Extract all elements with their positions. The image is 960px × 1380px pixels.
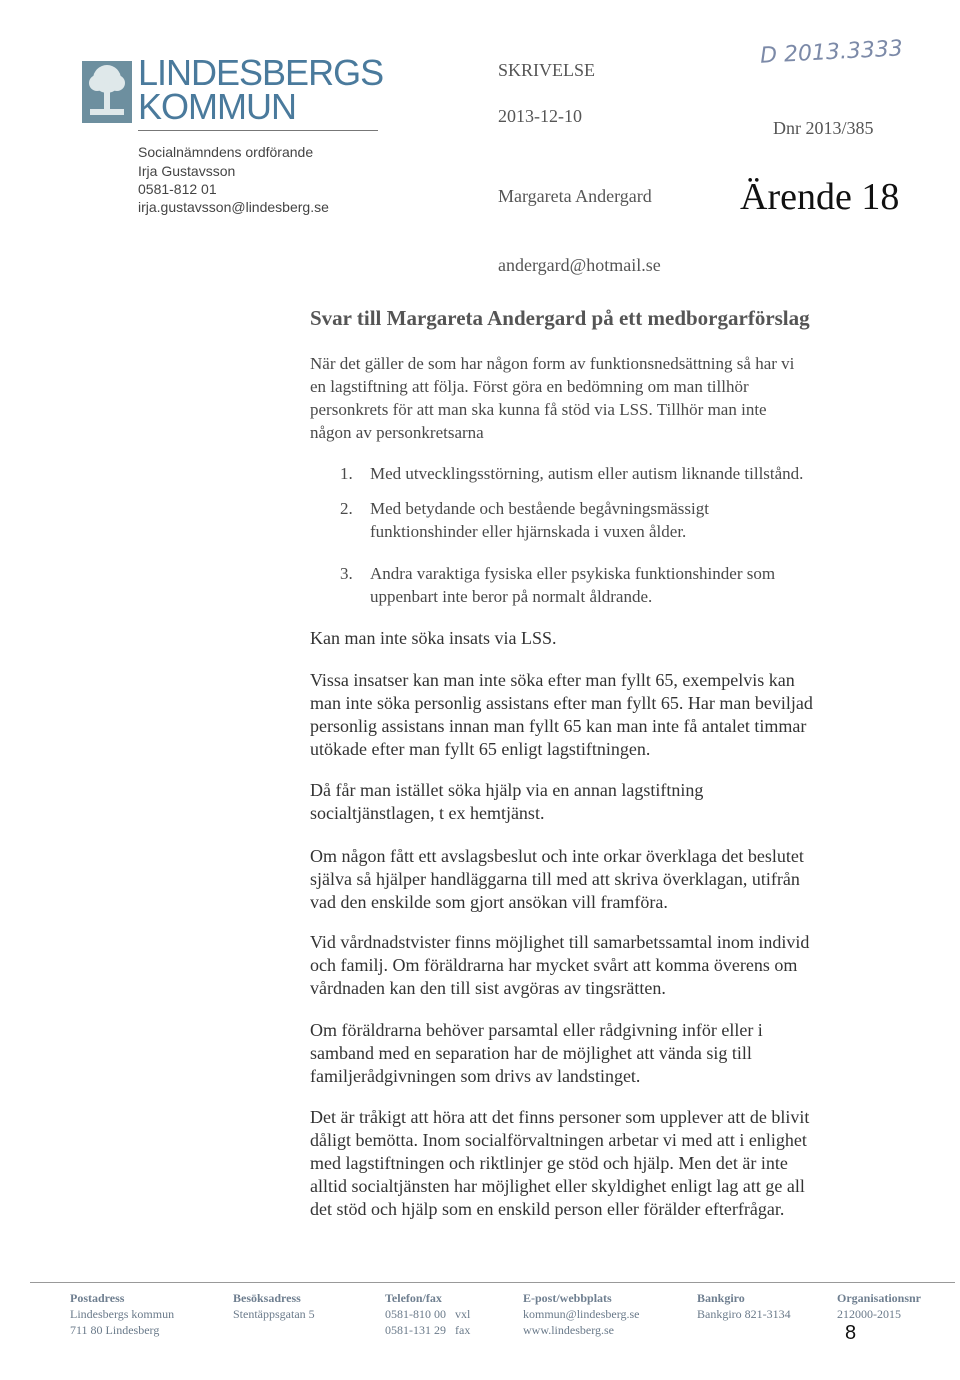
text-line: med lagstiftningen och riktlinjer ge stöd och hjälp. Men det är inte <box>310 1153 788 1173</box>
text-line: Om föräldrarna behöver parsamtal eller rådgivning inför eller i <box>310 1020 763 1040</box>
document-type: SKRIVELSE <box>498 60 596 80</box>
recipient-name: Margareta Andergard <box>498 186 652 206</box>
text-line: När det gäller de som har någon form av funktionsnedsättning så har vi <box>310 354 795 373</box>
footer-telefon <box>385 1290 470 1338</box>
text-line: uppenbart inte beror på normalt åldrande. <box>370 587 653 606</box>
text-line: personkrets för att man ska kunna få stöd via LSS. Tillhör man inte <box>310 400 767 419</box>
footer-line: Lindesbergs kommun <box>70 1307 175 1321</box>
page-number: 8 <box>845 1322 857 1344</box>
sender-name: Irja Gustavsson <box>138 163 236 179</box>
handwritten-registration: D 2013.3333 <box>759 36 904 69</box>
footer-heading: Telefon/fax <box>385 1291 442 1305</box>
arende-number: Ärende 18 <box>740 176 900 218</box>
document-date: 2013-12-10 <box>498 106 582 126</box>
logo-line-2: KOMMUN <box>138 86 296 127</box>
text-line: vårdnaden kan den till sist avgöras av tingsrätten. <box>310 978 666 998</box>
text-line: Det är tråkigt att höra att det finns personer som upplever att de blivit <box>310 1107 810 1127</box>
text-line: Andra varaktiga fysiska eller psykiska funktionshinder som <box>370 564 776 583</box>
text-line: personlig assistans innan man fyllt 65 kan man inte få antalet timmar <box>310 716 807 736</box>
text-line: själva så hjälper handläggarna till med att skriva överklagan, utifrån <box>310 869 800 889</box>
text-line: utökade efter man fyllt 65 enligt lagstiftningen. <box>310 739 651 759</box>
text-line: man inte söka personlig assistans efter man fyllt 65. Har man beviljad <box>310 693 813 713</box>
footer-epost <box>523 1290 639 1338</box>
text-line: en lagstiftning att följa. Först göra en bedömning om man tillhör <box>310 377 749 396</box>
footer-bankgiro <box>697 1290 791 1322</box>
text-line: alltid socialtjänsten har möjlighet eller skyldighet enligt lag att ge all <box>310 1176 805 1196</box>
footer-line: 0581-131 29 fax <box>385 1323 471 1337</box>
text-line: funktionshinder eller hjärnskada i vuxen ålder. <box>370 522 687 541</box>
text-line: vad den enskilde som gjort ansökan vill framföra. <box>310 892 668 912</box>
footer-line: Bankgiro 821-3134 <box>697 1307 791 1321</box>
recipient-email: andergard@hotmail.se <box>498 255 661 275</box>
logo-divider <box>138 130 378 131</box>
text-line: socialtjänstlagen, t ex hemtjänst. <box>310 803 545 823</box>
sender-dept: Socialnämndens ordförande <box>138 144 314 160</box>
body-paragraph <box>310 845 870 914</box>
body-paragraph <box>310 669 870 761</box>
footer-heading: Besöksadress <box>233 1291 301 1305</box>
municipality-logo <box>80 52 384 135</box>
text-line: Kan man inte söka insats via LSS. <box>310 628 557 648</box>
body-paragraph <box>310 627 870 650</box>
diary-number: Dnr 2013/385 <box>773 118 874 138</box>
footer-heading: Organisationsnr <box>837 1291 922 1305</box>
text-line: Med utvecklingsstörning, autism eller autism liknande tillstånd. <box>370 464 804 483</box>
list-number: 3. <box>340 564 353 583</box>
text-line: familjerådgivningen som drivs av landstinget. <box>310 1066 641 1086</box>
footer-line: 212000-2015 <box>837 1307 901 1321</box>
footer-heading: Bankgiro <box>697 1291 745 1305</box>
sender-email: irja.gustavsson@lindesberg.se <box>138 199 329 215</box>
text-line: Med betydande och bestående begåvningsmässigt <box>370 499 709 518</box>
text-line: Då får man istället söka hjälp via en annan lagstiftning <box>310 780 704 800</box>
body-paragraph <box>310 1019 870 1088</box>
list-number: 2. <box>340 499 353 518</box>
letter-subject: Svar till Margareta Andergard på ett medborgarförslag <box>310 306 810 330</box>
sender-phone: 0581-812 01 <box>138 181 217 197</box>
text-line: dåligt bemötta. Inom socialförvaltningen arbetar vi med att i enlighet <box>310 1130 807 1150</box>
text-line: och familj. Om föräldrarna har mycket svårt att komma överens om <box>310 955 798 975</box>
footer-divider <box>30 1282 955 1283</box>
text-line: samband med en separation har de möjlighet att vända sig till <box>310 1043 752 1063</box>
tree-emblem-icon <box>80 59 134 125</box>
footer-postadress <box>70 1290 174 1338</box>
footer-heading: Postadress <box>70 1291 125 1305</box>
text-line: Vid vårdnadstvister finns möjlighet till samarbetssamtal inom individ <box>310 932 810 952</box>
list-number: 1. <box>340 464 353 483</box>
logo-line-1: LINDESBERGS <box>138 52 384 93</box>
text-line: Vissa insatser kan man inte söka efter man fyllt 65, exempelvis kan <box>310 670 795 690</box>
text-line: Om någon fått ett avslagsbeslut och inte orkar överklaga det beslutet <box>310 846 804 866</box>
footer-line: 711 80 Lindesberg <box>70 1323 160 1337</box>
footer-heading: E-post/webbplats <box>523 1291 612 1305</box>
body-paragraph <box>310 1106 870 1221</box>
footer-email-link[interactable]: kommun@lindesberg.se <box>523 1307 640 1321</box>
footer-website-link[interactable]: www.lindesberg.se <box>523 1323 614 1337</box>
footer-line: 0581-810 00 vxl <box>385 1307 471 1321</box>
body-paragraph <box>310 931 870 1000</box>
footer-orgnr <box>837 1290 921 1322</box>
footer-line: Stentäppsgatan 5 <box>233 1307 315 1321</box>
body-paragraph <box>310 779 870 825</box>
text-line: det stöd och hjälp som en enskild person eller förälder efterfrågar. <box>310 1199 785 1219</box>
footer-besoksadress <box>233 1290 315 1322</box>
intro-paragraph <box>310 352 870 444</box>
text-line: någon av personkretsarna <box>310 423 484 442</box>
